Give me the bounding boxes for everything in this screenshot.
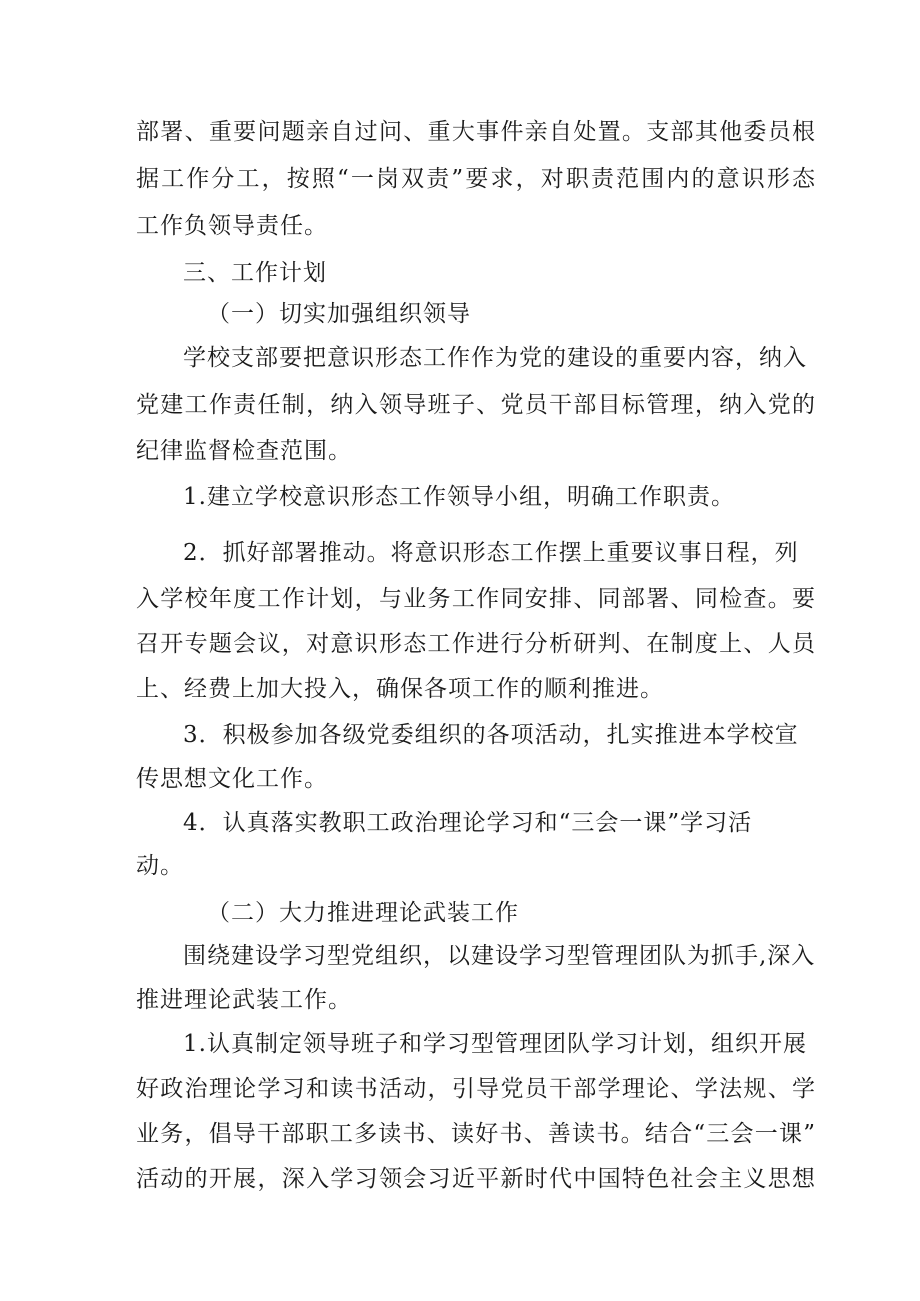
paragraph-line: 推进理论武装工作。 <box>136 987 352 1013</box>
paragraph-line: 业务，倡导干部职工多读书、读好书、善读书。结合“三会一课” <box>136 1121 816 1147</box>
section-heading: 三、工作计划 <box>183 260 327 286</box>
paragraph-line: 入学校年度工作计划，与业务工作同安排、同部署、同检查。要 <box>136 586 816 612</box>
paragraph-line: 传思想文化工作。 <box>136 766 328 792</box>
list-item-line: 3．积极参加各级党委组织的各项活动，扎实推进本学校宣 <box>183 722 799 748</box>
paragraph-line: 学校支部要把意识形态工作作为党的建设的重要内容，纳入 <box>183 345 807 371</box>
paragraph-line: 活动的开展，深入学习领会习近平新时代中国特色社会主义思想 <box>136 1166 816 1192</box>
paragraph-line: 动。 <box>136 853 184 879</box>
paragraph-line: 工作负领导责任。 <box>136 213 328 239</box>
subsection-heading: （一）切实加强组织领导 <box>207 301 471 327</box>
paragraph-line: 党建工作责任制，纳入领导班子、党员干部目标管理，纳入党的 <box>136 392 816 418</box>
paragraph-line: 好政治理论学习和读书活动，引导党员干部学理论、学法规、学 <box>136 1076 816 1102</box>
paragraph-line: 上、经费上加大投入，确保各项工作的顺利推进。 <box>136 676 664 702</box>
list-item-line: 1.建立学校意识形态工作领导小组，明确工作职责。 <box>183 484 735 510</box>
list-item-line: 4．认真落实教职工政治理论学习和“三会一课”学习活 <box>183 810 753 836</box>
paragraph-line: 纪律监督检查范围。 <box>136 438 352 464</box>
paragraph-line: 围绕建设学习型党组织，以建设学习型管理团队为抓手,深入 <box>183 943 816 969</box>
list-item-line: 1.认真制定领导班子和学习型管理团队学习计划，组织开展 <box>183 1031 807 1057</box>
paragraph-line: 召开专题会议，对意识形态工作进行分析研判、在制度上、人员 <box>136 631 816 657</box>
paragraph-line: 部署、重要问题亲自过问、重大事件亲自处置。支部其他委员根 <box>136 119 816 145</box>
list-item-line: 2．抓好部署推动。将意识形态工作摆上重要议事日程，列 <box>183 540 799 566</box>
paragraph-line: 据工作分工，按照“一岗双责”要求，对职责范围内的意识形态 <box>136 166 816 192</box>
subsection-heading: （二）大力推进理论武装工作 <box>207 900 519 926</box>
